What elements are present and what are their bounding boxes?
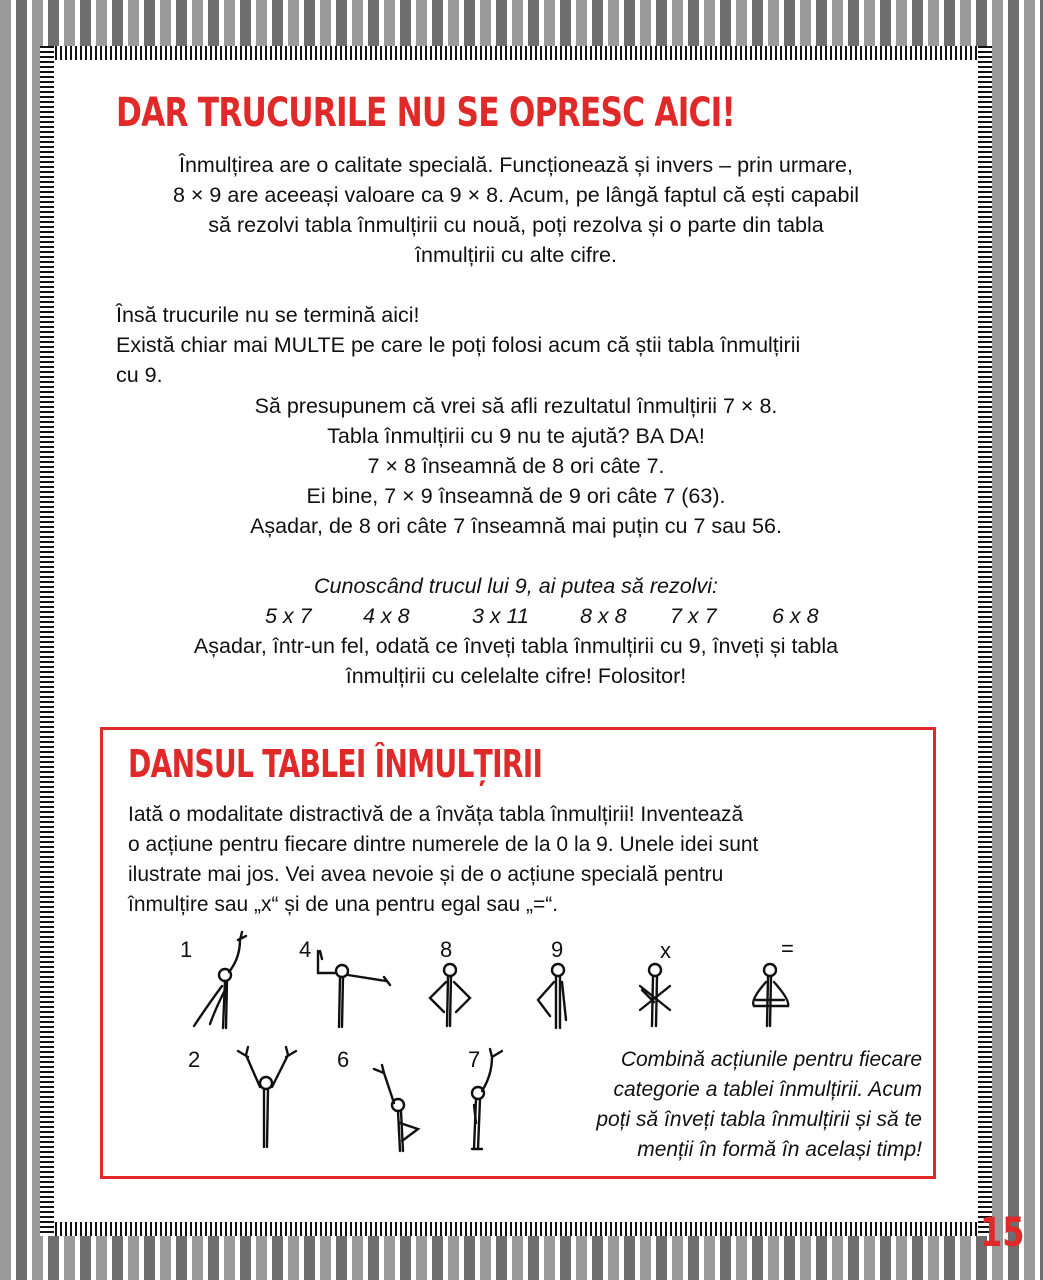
section-heading-dance: DANSUL TABLEI ÎNMULȚIRII — [128, 742, 543, 786]
challenge-item: 7 x 7 — [670, 604, 717, 628]
page-number: 15 — [980, 1210, 1025, 1256]
figure-label: 7 — [468, 1047, 481, 1072]
stick-figure-icon — [300, 945, 395, 1030]
challenge-item: 4 x 8 — [363, 604, 410, 628]
ruler-border-left — [40, 46, 54, 1236]
stick-figure-icon — [180, 930, 260, 1030]
text-line: înmulțire sau „x“ și de una pentru egal sau „=“. — [128, 893, 559, 916]
text-line: ilustrate mai jos. Vei avea nevoie și de o acțiune specială pentru — [128, 863, 724, 886]
figure-label: 6 — [337, 1047, 350, 1072]
text-line: Așadar, într-un fel, odată ce înveți tabla înmulțirii cu 9, înveți și tabla — [193, 634, 839, 658]
challenge-item: 6 x 8 — [772, 604, 819, 628]
text-line: Însă trucurile nu se termină aici! — [116, 303, 420, 327]
ruler-border-bottom — [40, 1222, 992, 1236]
stick-figure-icon — [366, 1063, 426, 1155]
stick-figure-icon — [226, 1045, 306, 1150]
text-line: Ei bine, 7 × 9 înseamnă de 9 ori câte 7 (63). — [306, 484, 726, 508]
paragraph-intro — [100, 150, 932, 270]
figure-label: x — [660, 938, 671, 963]
figure-label: 9 — [551, 937, 564, 962]
paragraph-example — [100, 391, 932, 541]
dance-caption — [520, 1045, 922, 1165]
text-line: 8 × 9 are aceeași valoare ca 9 × 8. Acum, pe lângă faptul că ești capabil — [172, 183, 860, 207]
challenge-intro: Cunoscând trucul lui 9, ai putea să rezolvi: — [314, 574, 718, 598]
text-line: să rezolvi tabla înmulțirii cu nouă, poți rezolva și o parte din tabla — [208, 213, 824, 237]
text-line: Să presupunem că vrei să afli rezultatul înmulțirii 7 × 8. — [254, 394, 778, 418]
text-line: Combină acțiunile pentru fiecare — [620, 1048, 922, 1071]
dance-description — [128, 800, 918, 920]
text-line: poți să înveți tabla înmulțirii și să te — [596, 1108, 922, 1131]
text-line: 7 × 8 înseamnă de 8 ori câte 7. — [367, 454, 665, 478]
text-line: o acțiune pentru fiecare dintre numerele de la 0 la 9. Unele idei sunt — [128, 833, 759, 856]
text-line: înmulțirii cu alte cifre. — [415, 243, 617, 267]
text-line: Iată o modalitate distractivă de a învăța tabla înmulțirii! Inventează — [128, 803, 744, 826]
challenge-item: 8 x 8 — [580, 604, 627, 628]
text-line: înmulțirii cu celelalte cifre! Folositor! — [345, 664, 687, 688]
text-line: Înmulțirea are o calitate specială. Funcționează și invers – prin urmare, — [179, 153, 853, 177]
paragraph-more-tricks — [116, 300, 936, 390]
ruler-border-top — [40, 46, 992, 60]
paragraph-conclusion — [100, 631, 932, 691]
challenge-item: 3 x 11 — [472, 604, 529, 628]
text-line: Așadar, de 8 ori câte 7 înseamnă mai puțin cu 7 sau 56. — [250, 514, 782, 538]
stick-figure-icon — [458, 1045, 518, 1155]
text-line: cu 9. — [116, 363, 163, 387]
figure-label: 4 — [299, 937, 312, 962]
ruler-border-right — [978, 46, 992, 1236]
stick-figure-icon — [528, 960, 588, 1032]
figure-label: 2 — [188, 1047, 201, 1072]
figure-label: 1 — [180, 937, 193, 962]
text-line: menții în formă în același timp! — [637, 1138, 922, 1161]
section-heading-tricks: DAR TRUCURILE NU SE OPRESC AICI! — [116, 90, 735, 136]
text-line: Există chiar mai MULTE pe care le poți folosi acum că știi tabla înmulțirii — [116, 333, 801, 357]
challenge-item: 5 x 7 — [265, 604, 312, 628]
stick-figure-icon — [420, 960, 480, 1030]
figure-label: 8 — [440, 937, 453, 962]
stick-figure-icon — [630, 960, 680, 1030]
text-line: categorie a tablei înmulțirii. Acum — [613, 1078, 922, 1101]
challenge-list — [0, 601, 1043, 631]
stick-figure-icon — [742, 960, 798, 1030]
figure-label: = — [781, 936, 794, 961]
text-line: Tabla înmulțirii cu 9 nu te ajută? BA DA! — [327, 424, 705, 448]
